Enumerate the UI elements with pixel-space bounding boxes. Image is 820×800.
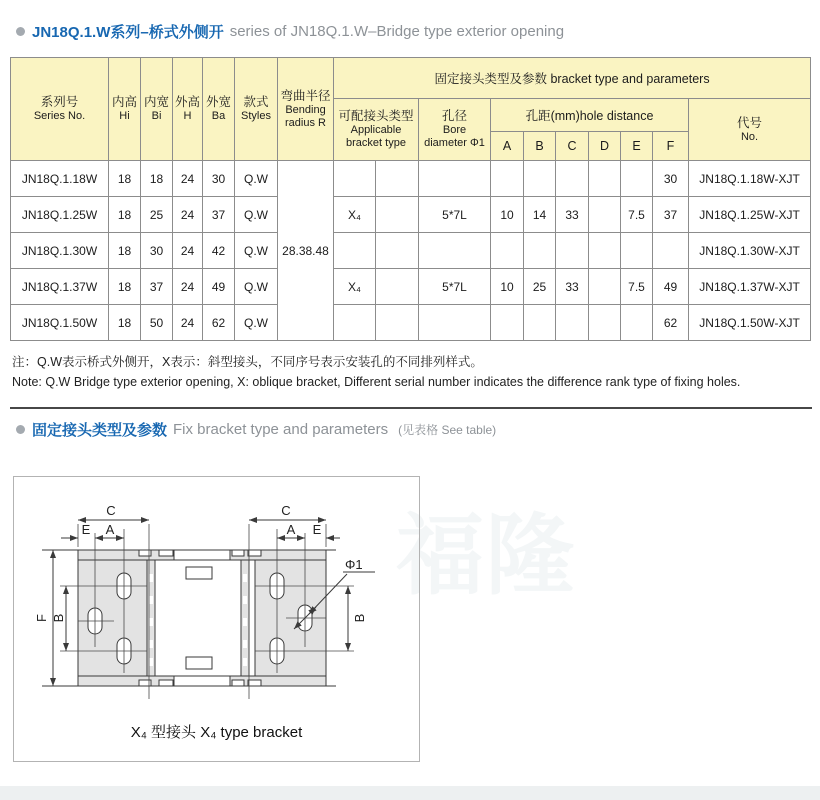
th-bore: 孔径 Bore diameter Φ1 bbox=[419, 99, 491, 161]
cell: X₄ bbox=[334, 269, 376, 305]
cell: 49 bbox=[203, 269, 235, 305]
cell: 18 bbox=[109, 305, 141, 341]
cell-bending-radius: 28.38.48 bbox=[278, 161, 334, 341]
cell-series: JN18Q.1.18W bbox=[11, 161, 109, 197]
spec-table bbox=[10, 57, 811, 341]
note-zh: 注：Q.W表示桥式外侧开，X表示：斜型接头，不同序号表示安装孔的不同排列样式。 bbox=[12, 355, 483, 369]
cell bbox=[589, 161, 621, 197]
cell: 37 bbox=[141, 269, 173, 305]
cell: 42 bbox=[203, 233, 235, 269]
dim-label-a-right: A bbox=[286, 522, 296, 537]
cell: 30 bbox=[653, 161, 689, 197]
cell: 5*7L bbox=[419, 197, 491, 233]
cell bbox=[376, 305, 419, 341]
cell: Q.W bbox=[235, 269, 278, 305]
cell: 18 bbox=[109, 161, 141, 197]
dim-label-a-left: A bbox=[105, 522, 115, 537]
th-col-b: B bbox=[524, 132, 556, 161]
cell bbox=[376, 161, 419, 197]
cell-code: JN18Q.1.37W-XJT bbox=[689, 269, 811, 305]
cell bbox=[376, 233, 419, 269]
note-en: Note: Q.W Bridge type exterior opening, X: oblique bracket, Different serial number indicates the difference rank type of fixing holes. bbox=[12, 375, 741, 389]
cell: X₄ bbox=[334, 197, 376, 233]
diagram-box bbox=[13, 476, 420, 762]
cell: 10 bbox=[491, 269, 524, 305]
bullet-icon bbox=[16, 425, 25, 434]
cell: 25 bbox=[141, 197, 173, 233]
table-row bbox=[11, 305, 811, 341]
cell bbox=[621, 233, 653, 269]
cell: 62 bbox=[653, 305, 689, 341]
table-row bbox=[11, 161, 811, 197]
section2-hint: (见表格 See table) bbox=[398, 423, 497, 437]
th-applicable: 可配接头类型 Applicable bracket type bbox=[334, 99, 419, 161]
dim-label-phi1: Φ1 bbox=[345, 557, 363, 572]
cell: 30 bbox=[141, 233, 173, 269]
cell: 24 bbox=[173, 305, 203, 341]
cell: 7.5 bbox=[621, 269, 653, 305]
cell: 10 bbox=[491, 197, 524, 233]
bullet-icon bbox=[16, 27, 25, 36]
section1-title-zh: JN18Q.1.W系列–桥式外侧开 bbox=[32, 24, 224, 41]
cell bbox=[621, 305, 653, 341]
cell: 50 bbox=[141, 305, 173, 341]
cell: 18 bbox=[109, 233, 141, 269]
cell bbox=[556, 233, 589, 269]
cell bbox=[491, 233, 524, 269]
cell-series: JN18Q.1.25W bbox=[11, 197, 109, 233]
watermark: 福隆 bbox=[396, 506, 577, 605]
cell bbox=[556, 161, 589, 197]
bracket-diagram-svg bbox=[14, 477, 419, 761]
th-bending: 弯曲半径 Bending radius R bbox=[278, 58, 334, 161]
section1-title-en: series of JN18Q.1.W–Bridge type exterior opening bbox=[229, 23, 565, 40]
cell: 24 bbox=[173, 197, 203, 233]
cell bbox=[334, 161, 376, 197]
th-col-f: F bbox=[653, 132, 689, 161]
cell bbox=[419, 305, 491, 341]
cell: 14 bbox=[524, 197, 556, 233]
dim-label-b-left: B bbox=[51, 613, 66, 623]
cell bbox=[524, 233, 556, 269]
table-row bbox=[11, 269, 811, 305]
cell bbox=[589, 233, 621, 269]
cell bbox=[653, 233, 689, 269]
th-hi: 内高 Hi bbox=[109, 58, 141, 161]
th-bi: 内宽 Bi bbox=[141, 58, 173, 161]
th-ba: 外宽 Ba bbox=[203, 58, 235, 161]
cell-series: JN18Q.1.50W bbox=[11, 305, 109, 341]
th-hole-distance: 孔距(mm)hole distance bbox=[491, 99, 689, 132]
th-col-a: A bbox=[491, 132, 524, 161]
cell bbox=[376, 269, 419, 305]
cell: Q.W bbox=[235, 233, 278, 269]
cell-code: JN18Q.1.30W-XJT bbox=[689, 233, 811, 269]
cell: Q.W bbox=[235, 161, 278, 197]
dim-label-e-right: E bbox=[312, 522, 322, 537]
cell bbox=[524, 305, 556, 341]
th-series: 系列号 Series No. bbox=[11, 58, 109, 161]
cell-series: JN18Q.1.30W bbox=[11, 233, 109, 269]
diagram-caption: X₄ 型接头 X₄ type bracket bbox=[130, 724, 303, 741]
dim-label-e-left: E bbox=[81, 522, 91, 537]
cell: 25 bbox=[524, 269, 556, 305]
cell bbox=[334, 233, 376, 269]
table-row bbox=[11, 197, 811, 233]
cell: 49 bbox=[653, 269, 689, 305]
cell bbox=[419, 233, 491, 269]
cell-series: JN18Q.1.37W bbox=[11, 269, 109, 305]
cell bbox=[376, 197, 419, 233]
th-bracket-group: 固定接头类型及参数 bracket type and parameters bbox=[334, 58, 811, 99]
cell: 7.5 bbox=[621, 197, 653, 233]
cell-code: JN18Q.1.18W-XJT bbox=[689, 161, 811, 197]
dim-label-c-right: C bbox=[281, 503, 291, 518]
cell: 18 bbox=[109, 269, 141, 305]
cell bbox=[491, 305, 524, 341]
dim-label-b-right: B bbox=[352, 613, 367, 623]
table-row bbox=[11, 233, 811, 269]
th-no: 代号 No. bbox=[689, 99, 811, 161]
th-col-e: E bbox=[621, 132, 653, 161]
cell: 24 bbox=[173, 161, 203, 197]
th-col-c: C bbox=[556, 132, 589, 161]
cell: 18 bbox=[109, 197, 141, 233]
cell: 24 bbox=[173, 233, 203, 269]
cell bbox=[334, 305, 376, 341]
section2-title-en: Fix bracket type and parameters bbox=[173, 421, 389, 438]
th-h: 外高 H bbox=[173, 58, 203, 161]
notes bbox=[12, 352, 740, 392]
cell: 33 bbox=[556, 269, 589, 305]
cell bbox=[419, 161, 491, 197]
cell bbox=[621, 161, 653, 197]
cell: 5*7L bbox=[419, 269, 491, 305]
cell: 18 bbox=[141, 161, 173, 197]
section2-title-zh: 固定接头类型及参数 bbox=[32, 422, 168, 439]
cell: 33 bbox=[556, 197, 589, 233]
section-title-1 bbox=[16, 21, 564, 42]
cell: Q.W bbox=[235, 305, 278, 341]
cell: 37 bbox=[203, 197, 235, 233]
section-title-2 bbox=[16, 419, 496, 440]
cell bbox=[491, 161, 524, 197]
cell: 24 bbox=[173, 269, 203, 305]
th-col-d: D bbox=[589, 132, 621, 161]
th-styles: 款式 Styles bbox=[235, 58, 278, 161]
footer-bar bbox=[0, 786, 820, 800]
cell: 30 bbox=[203, 161, 235, 197]
cell bbox=[589, 269, 621, 305]
dim-label-c-left: C bbox=[106, 503, 116, 518]
cell bbox=[589, 197, 621, 233]
cell bbox=[589, 305, 621, 341]
cell: 37 bbox=[653, 197, 689, 233]
cell bbox=[556, 305, 589, 341]
cell-code: JN18Q.1.25W-XJT bbox=[689, 197, 811, 233]
cell: Q.W bbox=[235, 197, 278, 233]
cell bbox=[524, 161, 556, 197]
cell: 62 bbox=[203, 305, 235, 341]
dim-label-f: F bbox=[34, 614, 49, 622]
section-divider bbox=[10, 407, 812, 409]
cell-code: JN18Q.1.50W-XJT bbox=[689, 305, 811, 341]
